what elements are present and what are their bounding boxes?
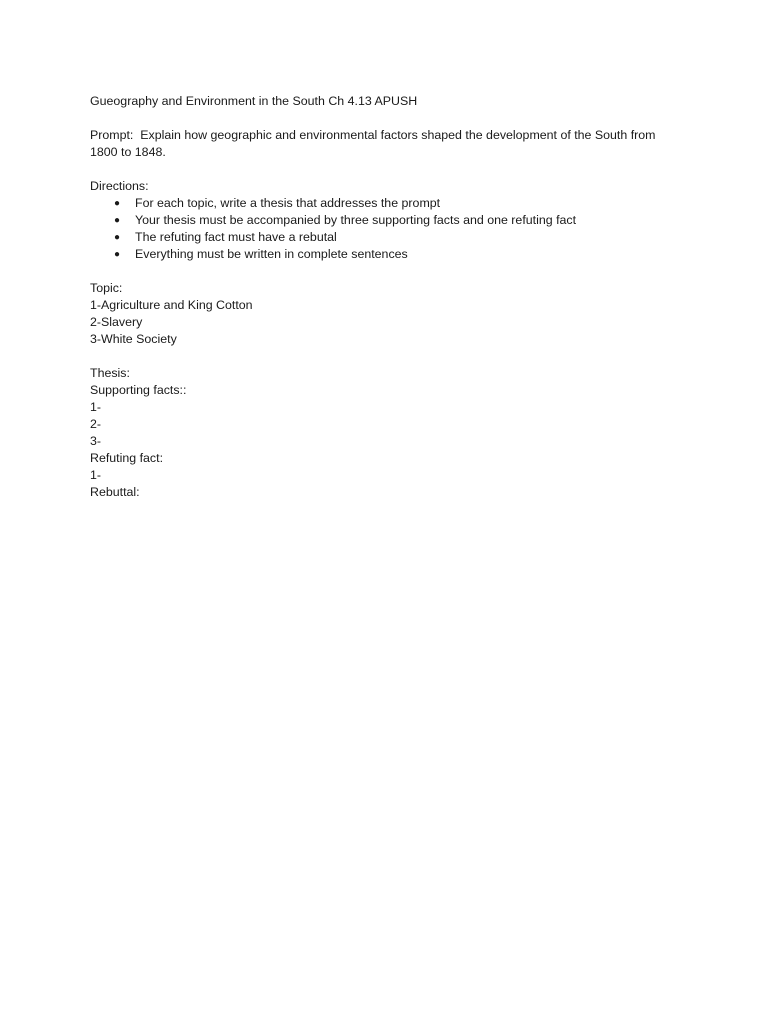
- spacer: [90, 161, 680, 178]
- supporting-facts-label: Supporting facts::: [90, 383, 187, 397]
- directions-item: [90, 195, 680, 212]
- directions-label: Directions:: [90, 179, 149, 193]
- topic-label: Topic:: [90, 281, 123, 295]
- refuting-fact-item: 1-: [90, 468, 102, 482]
- directions-list: [90, 195, 680, 263]
- supporting-fact-item: 1-: [90, 400, 102, 414]
- document-body: [90, 93, 680, 501]
- bullet-icon: ●: [114, 215, 121, 226]
- supporting-fact-item: 3-: [90, 434, 102, 448]
- bullet-icon: ●: [114, 232, 121, 243]
- supporting-fact-item: 2-: [90, 417, 102, 431]
- prompt-text: Prompt: Explain how geographic and environmental factors shaped the development of the South from 1800 to 1848.: [90, 128, 659, 159]
- rebuttal-label: Rebuttal:: [90, 485, 140, 499]
- refuting-fact-label: Refuting fact:: [90, 451, 164, 465]
- spacer: [90, 348, 680, 365]
- directions-item: [90, 212, 680, 229]
- directions-item: [90, 246, 680, 263]
- directions-item-text: For each topic, write a thesis that addresses the prompt: [135, 196, 441, 210]
- directions-item-text: The refuting fact must have a rebutal: [135, 230, 337, 244]
- directions-item: [90, 229, 680, 246]
- spacer: [90, 263, 680, 280]
- bullet-icon: ●: [114, 198, 121, 209]
- document-title: Gueography and Environment in the South Ch 4.13 APUSH: [90, 94, 418, 108]
- topic-item: 3-White Society: [90, 332, 177, 346]
- thesis-label: Thesis:: [90, 366, 130, 380]
- directions-item-text: Your thesis must be accompanied by three supporting facts and one refuting fact: [135, 213, 577, 227]
- bullet-icon: ●: [114, 249, 121, 260]
- topic-item: 1-Agriculture and King Cotton: [90, 298, 253, 312]
- directions-item-text: Everything must be written in complete sentences: [135, 247, 408, 261]
- topic-item: 2-Slavery: [90, 315, 143, 329]
- spacer: [90, 110, 680, 127]
